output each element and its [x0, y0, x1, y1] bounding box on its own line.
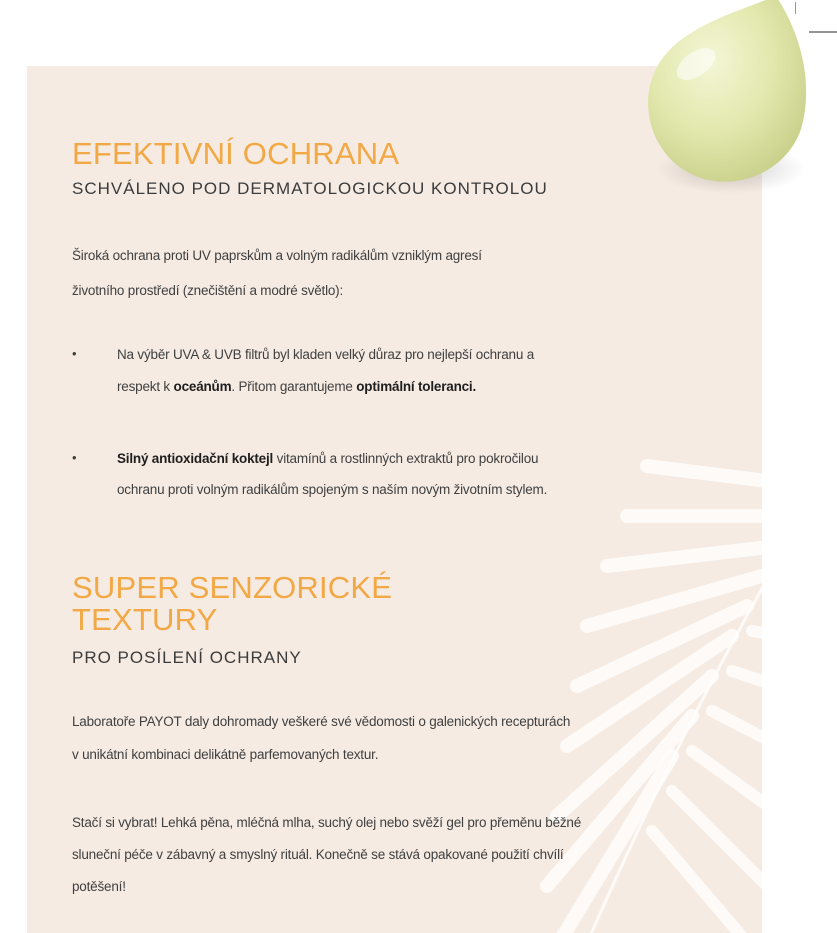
intro-line-1: Široká ochrana proti UV paprskům a volným radikálům vzniklým agresí — [72, 248, 482, 263]
para2-line-3: potěšení! — [72, 879, 126, 894]
oceans-emphasis: oceánům — [173, 379, 232, 394]
bullet-marker-1: • — [72, 346, 77, 361]
antioxidant-emphasis: Silný antioxidační koktejl — [117, 451, 274, 466]
section1-subtitle: SCHVÁLENO POD DERMATOLOGICKOU KONTROLOU — [72, 179, 548, 198]
para1-line-1: Laboratoře PAYOT daly dohromady veškeré své vědomosti o galenických recepturách — [72, 714, 571, 729]
bullet-1-line-1: Na výběr UVA & UVB filtrů byl kladen velký důraz pro nejlepší ochranu a — [117, 347, 535, 362]
corner-frame-line — [795, 0, 837, 36]
para2-line-1: Stačí si vybrat! Lehká pěna, mléčná mlha, suchý olej nebo svěží gel pro přeměnu běžné — [72, 815, 582, 830]
bullet-2-line-2: ochranu proti volným radikálům spojeným s naším novým životním stylem. — [117, 482, 548, 497]
section1-title: EFEKTIVNÍ OCHRANA — [72, 136, 400, 171]
bullet-2-line-1: Silný antioxidační koktejl vitamínů a rostlinných extraktů pro pokročilou — [117, 451, 539, 466]
section2-subtitle: PRO POSÍLENÍ OCHRANY — [72, 648, 302, 667]
para2-line-2: sluneční péče v zábavný a smyslný rituál. Konečně se stává opakované použití chvílí — [72, 847, 564, 862]
para1-line-2: v unikátní kombinaci delikátně parfemovaných textur. — [72, 747, 379, 762]
tolerance-emphasis: optimální toleranci. — [356, 379, 477, 394]
bullet-marker-2: • — [72, 450, 77, 465]
cream-drop-image — [636, 0, 816, 199]
section2-title-line-1: SUPER SENZORICKÉ — [72, 570, 393, 605]
section2-title-line-2: TEXTURY — [72, 602, 218, 637]
intro-line-2: životního prostředí (znečištění a modré světlo): — [72, 283, 344, 298]
bullet-1-line-2: respekt k oceánům. Přitom garantujeme optimální toleranci. — [117, 379, 477, 394]
